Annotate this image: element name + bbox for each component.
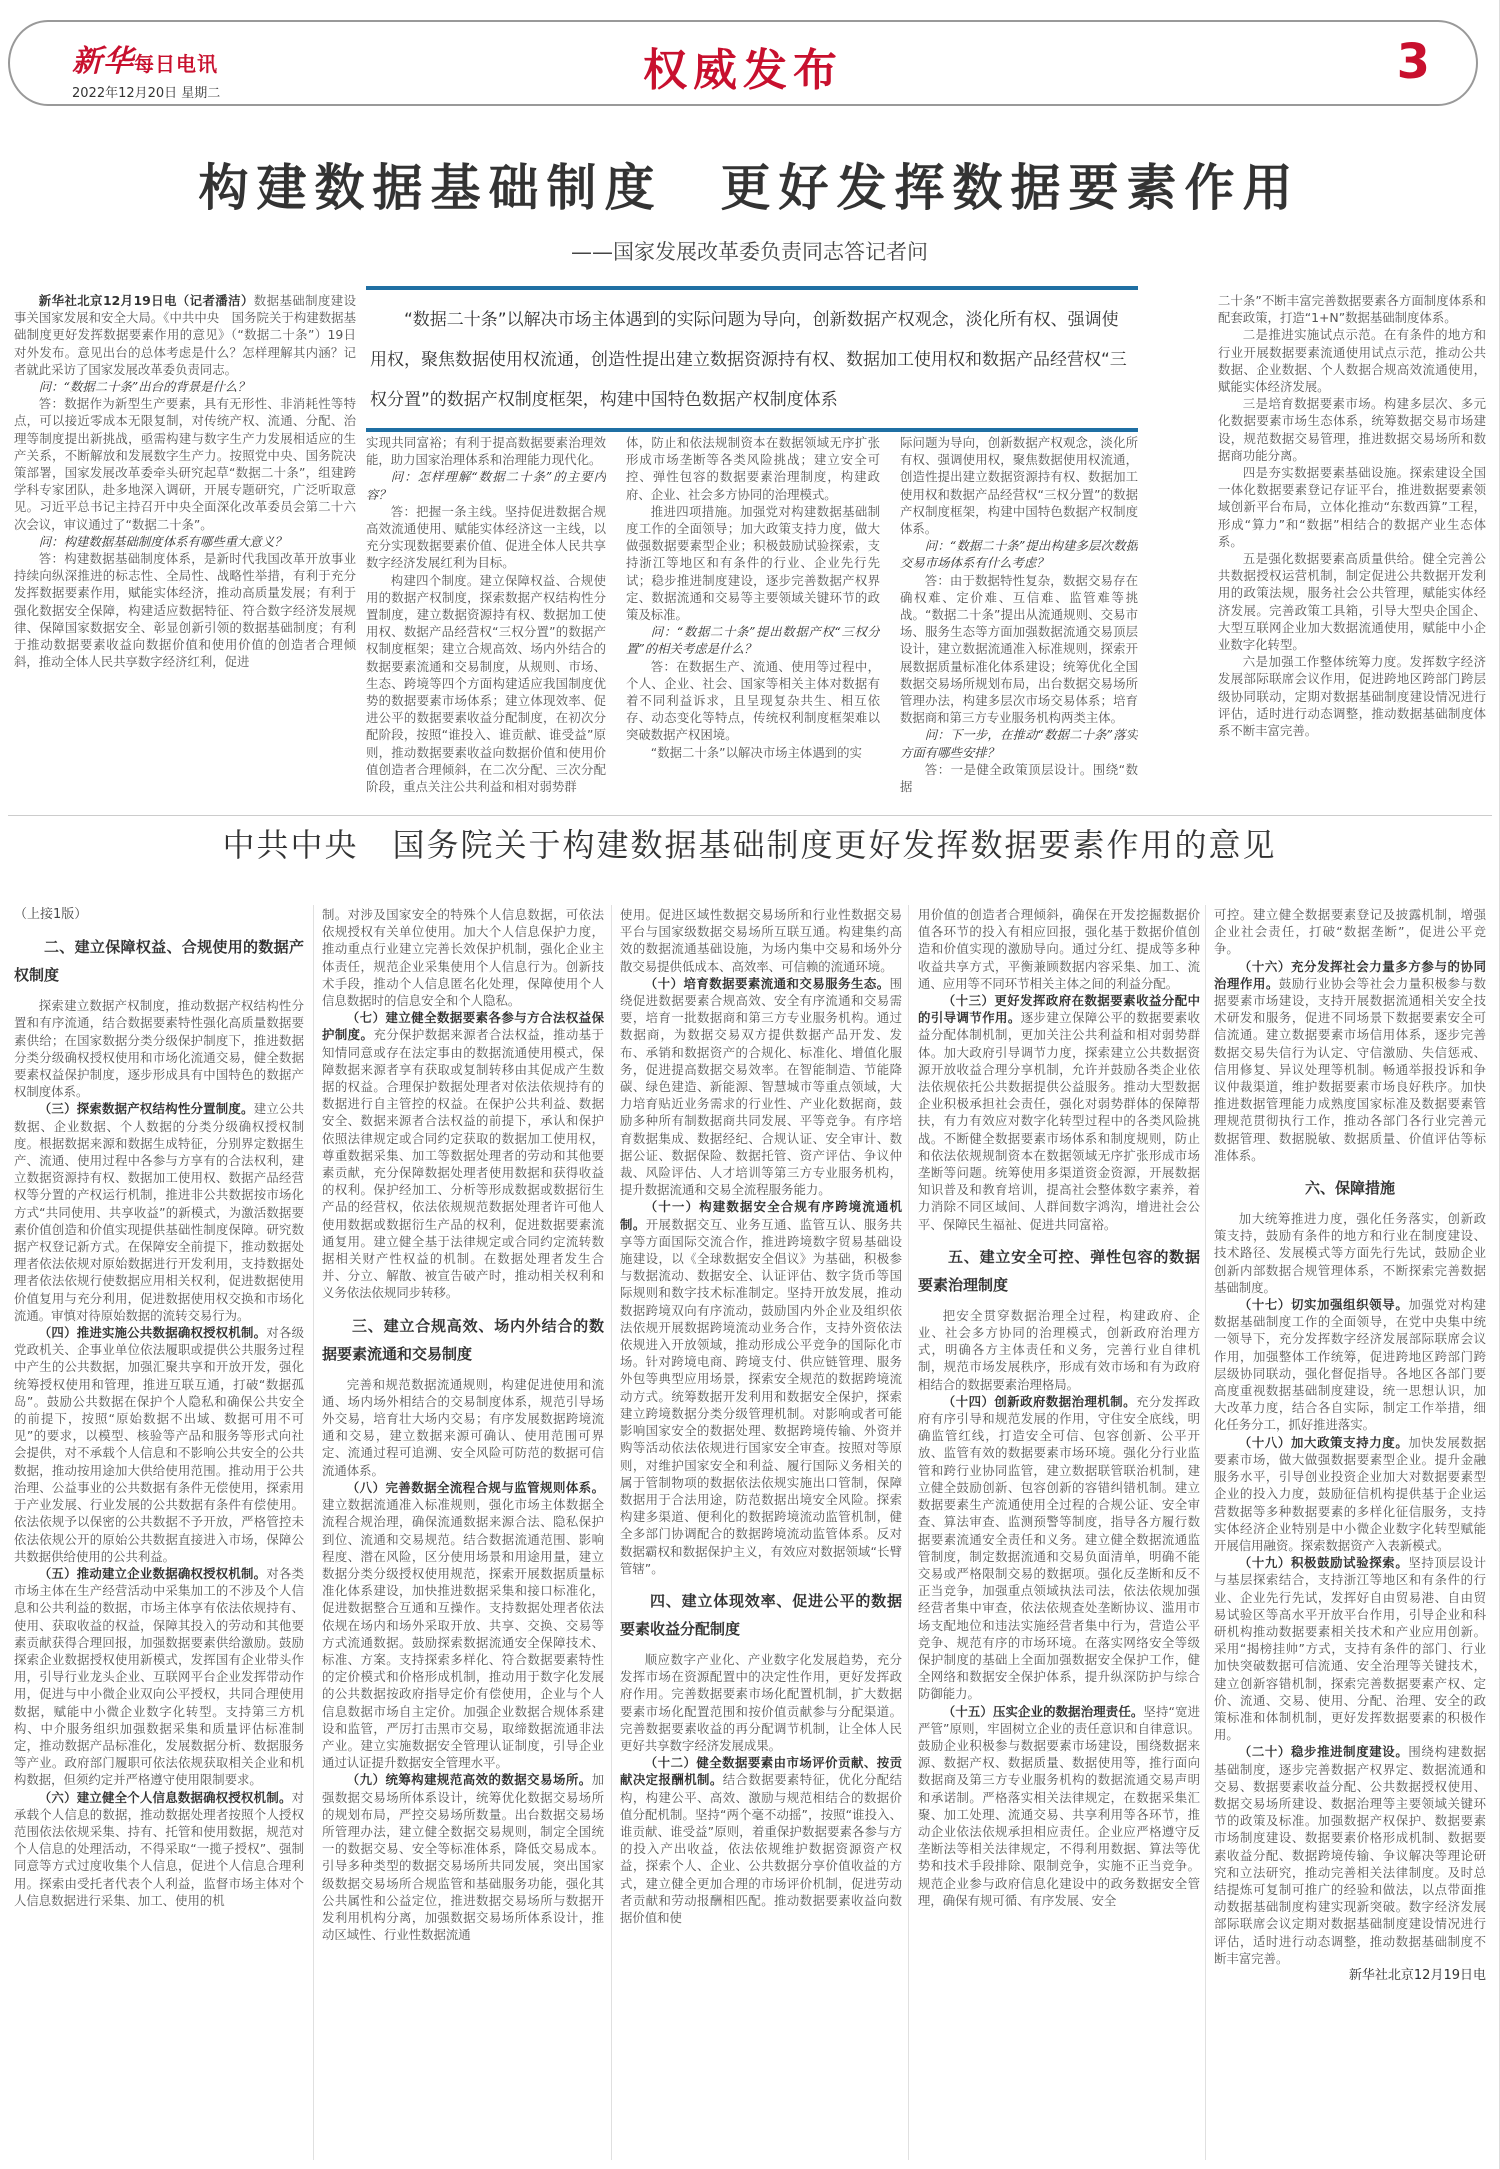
closing-dateline: 新华社北京12月19日电 bbox=[1348, 1967, 1486, 1983]
paragraph: 探索建立数据产权制度，推动数据产权结构性分置和有序流通，结合数据要素特性强化高质量数据要素供给；在国家数据分类分级保护制度下，推进数据分类分级确权授权使用和市场化流通交易，健全数据要素权益保护制度，逐步形成具有中国特色的数据产权制度体系。 bbox=[14, 998, 304, 1100]
article1-column-1 bbox=[14, 292, 356, 812]
answer: 答：由于数据特性复杂，数据交易存在确权难、定价难、互信难、监管难等挑战。“数据二十条”提出从流通规则、交易市场、服务生态等方面加强数据流通交易顶层设计，建立数据流通准入标准规则，探索开展数据质量标准化体系建设；统筹优化全国数据交易场所规划布局，出台数据交易场所管理办法，构建多层次市场交易体系；培育数据商和第三方专业服务机构两类主体。 bbox=[900, 572, 1138, 726]
section-heading: 四、建立体现效率、促进公平的数据要素收益分配制度 bbox=[620, 1591, 902, 1638]
paragraph: 际问题为导向，创新数据产权观念，淡化所有权、强调使用权，聚焦数据使用权流通，创造性提出建立数据资源持有权、数据加工使用权和数据产品经营权“三权分置”的数据产权制度框架，构建中国特色数据产权制度体系。 bbox=[900, 435, 1138, 537]
article2-column-4 bbox=[918, 906, 1200, 2164]
item-paragraph: （六）建立健全个人信息数据确权授权机制。对承载个人信息的数据，推动数据处理者按照个人授权范围依法依规采集、持有、托管和使用数据，规范对个人信息的处理活动，不得采取“一揽子授权”、强制同意等方式过度收集个人信息，促进个人信息合理利用。探索由受托者代表个人利益，监督市场主体对个人信息数据进行采集、加工、使用的机 bbox=[14, 1789, 304, 1908]
item-paragraph: （五）推动建立企业数据确权授权机制。对各类市场主体在生产经营活动中采集加工的不涉及个人信息和公共利益的数据，市场主体享有依法依规持有、使用、获取收益的权益，保障其投入的劳动和其他要素贡献获得合理回报，加强数据要素供给激励。鼓励探索企业数据授权使用新模式，发挥国有企业带头作用，引导行业龙头企业、互联网平台企业发挥带动作用，促进与中小微企业双向公平授权，共同合理使用数据，赋能中小微企业数字化转型。支持第三方机构、中介服务组织加强数据采集和质量评估标准制定，推动数据产品标准化，发展数据分析、数据服务等产业。政府部门履职可依法依规获取相关企业和机构数据，但须约定并严格遵守使用限制要求。 bbox=[14, 1565, 304, 1788]
answer: 答：构建数据基础制度体系，是新时代我国改革开放事业持续向纵深推进的标志性、全局性、战略性举措，有利于充分发挥数据要素作用，赋能实体经济，推动高质量发展；有利于强化数据安全保障，构建适应数据特征、符合数字经济发展规律、保障国家数据安全、彰显创新引领的数据基础制度；有利于推动数据要素收益向数据价值和使用价值的创造者合理倾斜，推动全体人民共享数字经济红利，促进 bbox=[14, 551, 356, 670]
question: 问：下一步，在推动“数据二十条”落实方面有哪些安排？ bbox=[900, 727, 1138, 760]
answer: 答：把握一条主线。坚持促进数据合规高效流通使用、赋能实体经济这一主线，以充分实现数据要素价值、促进全体人民共享数字经济发展红利为目标。 bbox=[366, 503, 606, 571]
item-paragraph: （八）完善数据全流程合规与监管规则体系。建立数据流通准入标准规则，强化市场主体数据全流程合规治理，确保流通数据来源合法、隐私保护到位、流通和交易规范。结合数据流通范围、影响程度、潜在风险，区分使用场景和用途用量，建立数据分类分级授权使用规范，探索开展数据质量标准化体系建设，加快推进数据采集和接口标准化，促进数据整合互通和互操作。支持数据处理者依法依规在场内和场外采取开放、共享、交换、交易等方式流通数据。鼓励探索数据流通安全保障技术、标准、方案。支持探索多样化、符合数据要素特性的定价模式和价格形成机制，推动用于数字化发展的公共数据按政府指导定价有偿使用，企业与个人信息数据市场自主定价。加强企业数据合规体系建设和监管，严厉打击黑市交易，取缔数据流通非法产业。建立实施数据安全管理认证制度，引导企业通过认证提升数据安全管理水平。 bbox=[322, 1479, 604, 1771]
item-paragraph: （三）探索数据产权结构性分置制度。建立公共数据、企业数据、个人数据的分类分级确权授权制度。根据数据来源和数据生成特征，分别界定数据生产、流通、使用过程中各参与方享有的合法权利，建立数据资源持有权、数据加工使用权、数据产品经营权等分置的产权运行机制，推进非公共数据按市场化方式“共同使用、共享收益”的新模式，为激活数据要素价值创造和价值实现提供基础性制度保障。研究数据产权登记新方式。在保障安全前提下，推动数据处理者依法依规对原始数据进行开发利用，支持数据处理者依法依规行使数据应用相关权利，促进数据使用价值复用与充分利用，促进数据使用权交换和市场化流通。审慎对待原始数据的流转交易行为。 bbox=[14, 1101, 304, 1323]
paragraph: 可控。建立健全数据要素登记及披露机制，增强企业社会责任，打破“数据垄断”，促进公平竞争。 bbox=[1214, 907, 1486, 957]
section-heading: 二、建立保障权益、合规使用的数据产权制度 bbox=[14, 938, 304, 985]
paragraph: 二十条”不断丰富完善数据要素各方面制度体系和配套政策，打造“1+N”数据基础制度体系。 bbox=[1218, 293, 1486, 326]
paragraph: 二是推进实施试点示范。在有条件的地方和行业开展数据要素流通使用试点示范，推动公共数据、企业数据、个人数据合规高效流通使用，赋能实体经济发展。 bbox=[1218, 327, 1486, 395]
article-divider bbox=[8, 815, 1492, 816]
item-paragraph: （十四）创新政府数据治理机制。充分发挥政府有序引导和规范发展的作用，守住安全底线，明确监管红线，打造安全可信、包容创新、公平开放、监管有效的数据要素市场环境。强化分行业监管和跨行业协同监管，建立数据联管联治机制，建立健全鼓励创新、包容创新的容错纠错机制。建立数据要素生产流通使用全过程的合规公证、安全审查、算法审查、监测预警等制度，指导各方履行数据要素流通安全责任和义务。建立健全数据流通监管制度，制定数据流通和交易负面清单，明确不能交易或严格限制交易的数据项。强化反垄断和反不正当竞争，加强重点领域执法司法，依法依规加强经营者集中审查，依法依规查处垄断协议、滥用市场支配地位和违法实施经营者集中行为，营造公平竞争、规范有序的市场环境。在落实网络安全等级保护制度的基础上全面加强数据安全保护工作，健全网络和数据安全保护体系，提升纵深防护与综合防御能力。 bbox=[918, 1393, 1200, 1702]
paragraph: 五是强化数据要素高质量供给。健全完善公共数据授权运营机制，制定促进公共数据开发利用的政策法规，服务社会公共管理，赋能实体经济发展。完善政策工具箱，引导大型央企国企、大型互联网企业加大数据流通使用，赋能中小企业数字化转型。 bbox=[1218, 551, 1486, 653]
paragraph: 用价值的创造者合理倾斜，确保在开发挖掘数据价值各环节的投入有相应回报，强化基于数据价值创造和价值实现的激励导向。通过分红、提成等多种收益共享方式，平衡兼顾数据内容采集、加工、流通、应用等不同环节相关主体之间的利益分配。 bbox=[918, 907, 1200, 991]
item-paragraph: （七）建立健全数据要素各参与方合法权益保护制度。充分保护数据来源者合法权益，推动基于知情同意或存在法定事由的数据流通使用模式，保障数据来源者享有获取或复制转移由其促成产生数据的权益。合理保护数据处理者对依法依规持有的数据进行自主管控的权益。在保护公共利益、数据安全、数据来源者合法权益的前提下，承认和保护依照法律规定或合同约定获取的数据加工使用权，尊重数据采集、加工等数据处理者的劳动和其他要素贡献，充分保障数据处理者使用数据和获得收益的权利。保护经加工、分析等形成数据或数据衍生产品的经营权，依法依规规范数据处理者许可他人使用数据或数据衍生产品的权利，促进数据要素流通复用。建立健全基于法律规定或合同约定流转数据相关财产性权益的机制。在数据处理者发生合并、分立、解散、被宣告破产时，推动相关权利和义务依法依规同步转移。 bbox=[322, 1010, 604, 1301]
paragraph: 三是培育数据要素市场。构建多层次、多元化数据要素市场生态体系，统筹数据交易市场建设，规范数据交易管理，推进数据交易场所和数据商功能分离。 bbox=[1218, 396, 1486, 463]
paragraph: 使用。促进区域性数据交易场所和行业性数据交易平台与国家级数据交易场所互联互通。构建集约高效的数据流通基础设施，为场内集中交易和场外分散交易提供低成本、高效率、可信赖的流通环境。 bbox=[620, 907, 902, 974]
article1-column-3 bbox=[626, 434, 880, 812]
paragraph: 顺应数字产业化、产业数字化发展趋势，充分发挥市场在资源配置中的决定性作用，更好发挥政府作用。完善数据要素市场化配置机制，扩大数据要素市场化配置范围和按价值贡献参与分配渠道。完善数据要素收益的再分配调节机制，让全体人民更好共享数字经济发展成果。 bbox=[620, 1651, 902, 1753]
paragraph: 四是夯实数据要素基础设施。探索建设全国一体化数据要素登记存证平台，推进数据要素领域创新平台布局，立体化推动“东数西算”工程，形成“算力”和“数据”相结合的数据产业生态体系。 bbox=[1218, 465, 1486, 549]
page-number: 3 bbox=[1396, 34, 1430, 90]
item-paragraph: （十一）构建数据安全合规有序跨境流通机制。开展数据交互、业务互通、监管互认、服务共享等方面国际交流合作，推进跨境数字贸易基础设施建设，以《全球数据安全倡议》为基础，积极参与数据流动、数据安全、认证评估、数字货币等国际规则和数字技术标准制定。坚持开放发展，推动数据跨境双向有序流动，鼓励国内外企业及组织依法依规开展数据跨境流动业务合作，支持外资依法依规进入开放领域，推动形成公平竞争的国际化市场。针对跨境电商、跨境支付、供应链管理、服务外包等典型应用场景，探索安全规范的数据跨境流动方式。统筹数据开发利用和数据安全保护，探索建立跨境数据分类分级管理机制。对影响或者可能影响国家安全的数据处理、数据跨境传输、外资并购等活动依法依规进行国家安全审查。按照对等原则，对维护国家安全和利益、履行国际义务相关的属于管制物项的数据依法依规实施出口管制，保障数据用于合法用途，防范数据出境安全风险。探索构建多渠道、便利化的数据跨境流动监管机制，健全多部门协调配合的数据跨境流动监管体系。反对数据霸权和数据保护主义，有效应对数据领域“长臂管辖”。 bbox=[620, 1199, 902, 1576]
question: 问：“数据二十条”出台的背景是什么？ bbox=[38, 379, 250, 395]
item-paragraph: （十六）充分发挥社会力量多方参与的协同治理作用。鼓励行业协会等社会力量积极参与数据要素市场建设，支持开展数据流通相关安全技术研发和服务，促进不同场景下数据要素安全可信流通。建立数据要素市场信用体系，逐步完善数据交易失信行为认定、守信激励、失信惩戒、信用修复、异议处理等机制。畅通举报投诉和争议仲裁渠道，维护数据要素市场良好秩序。加快推进数据管理能力成熟度国家标准及数据要素管理规范贯彻执行工作，推动各部门各行业完善元数据管理、数据脱敏、数据质量、价值评估等标准体系。 bbox=[1214, 958, 1486, 1163]
item-paragraph: （四）推进实施公共数据确权授权机制。对各级党政机关、企事业单位依法履职或提供公共服务过程中产生的公共数据，加强汇聚共享和开放开发，强化统筹授权使用和管理，推进互联互通，打破“数据孤岛”。鼓励公共数据在保护个人隐私和确保公共安全的前提下，按照“原始数据不出域、数据可用不可见”的要求，以模型、核验等产品和服务等形式向社会提供，对不承载个人信息和不影响公共安全的公共数据，推动按用途加大供给使用范围。推动用于公共治理、公益事业的公共数据有条件无偿使用，探索用于产业发展、行业发展的公共数据有条件有偿使用。依法依规予以保密的公共数据不予开放，严格管控未依法依规公开的原始公共数据直接进入市场，保障公共数据供给使用的公共利益。 bbox=[14, 1325, 304, 1564]
answer: 答：一是健全政策顶层设计。围绕“数据 bbox=[900, 761, 1138, 795]
article1-column-4 bbox=[900, 434, 1138, 812]
paragraph: 加大统筹推进力度，强化任务落实，创新政策支持，鼓励有条件的地方和行业在制度建设、技术路径、发展模式等方面先行先试，鼓励企业创新内部数据合规管理体系，不断探索完善数据基础制度。 bbox=[1214, 1211, 1486, 1295]
paragraph: 六是加强工作整体统筹力度。发挥数字经济发展部际联席会议作用，促进跨地区跨部门跨层级协同联动，定期对数据基础制度建设情况进行评估，适时进行动态调整，推动数据基础制度体系不断丰富完善。 bbox=[1218, 654, 1486, 739]
paragraph: 推进四项措施。加强党对构建数据基础制度工作的全面领导；加大政策支持力度，做大做强数据要素型企业；积极鼓励试验探索，支持浙江等地区和有条件的行业、企业先行先试；稳步推进制度建设，逐步完善数据产权界定、数据流通和交易等主要领域关键环节的政策及标准。 bbox=[626, 503, 880, 623]
question: 问：怎样理解“数据二十条”的主要内容？ bbox=[366, 469, 606, 502]
question: 问：构建数据基础制度体系有哪些重大意义？ bbox=[38, 533, 287, 549]
column-rule bbox=[1205, 905, 1206, 2160]
item-paragraph: （十二）健全数据要素由市场评价贡献、按贡献决定报酬机制。结合数据要素特征，优化分配结构，构建公平、高效、激励与规范相结合的数据价值分配机制。坚持“两个毫不动摇”，按照“谁投入、谁贡献、谁受益”原则，着重保护数据要素各参与方的投入产出收益，依法依规维护数据资源资产权益，探索个人、企业、公共数据分享价值收益的方式，建立健全更加合理的市场评价机制，促进劳动者贡献和劳动报酬相匹配。推动数据要素收益向数据价值和使 bbox=[620, 1755, 902, 1925]
item-paragraph: （二十）稳步推进制度建设。围绕构建数据基础制度，逐步完善数据产权界定、数据流通和交易、数据要素收益分配、公共数据授权使用、数据交易场所建设、数据治理等主要领域关键环节的政策及标准。加强数据产权保护、数据要素市场制度建设、数据要素价格形成机制、数据要素收益分配、数据跨境传输、争议解决等理论研究和立法研究，推动完善相关法律制度。及时总结提炼可复制可推广的经验和做法，以点带面推动数据基础制度构建实现新突破。数字经济发展部际联席会议定期对数据基础制度建设情况进行评估，适时进行动态调整，推动数据基础制度不断丰富完善。 bbox=[1214, 1744, 1486, 1966]
article1-column-2 bbox=[366, 434, 606, 812]
article1-intro: 新华社北京12月19日电（记者潘洁）数据基础制度建设事关国家发展和安全大局。《中共中央 国务院关于构建数据基础制度更好发挥数据要素作用的意见》（“数据二十条”）19日对外发布。意见出台的总体考虑是什么？怎样理解其内涵？记者就此采访了国家发展改革委负责同志。 bbox=[14, 293, 356, 377]
paragraph: “数据二十条”以解决市场主体遇到的实 bbox=[650, 744, 862, 760]
paragraph: 体，防止和依法规制资本在数据领域无序扩张形成市场垄断等各类风险挑战；建立安全可控、弹性包容的数据要素治理制度，构建政府、企业、社会多方协同的治理模式。 bbox=[626, 435, 880, 502]
article1-headline: 构建数据基础制度 更好发挥数据要素作用 bbox=[198, 158, 1301, 217]
issue-date: 2022年12月20日 星期二 bbox=[72, 86, 221, 101]
article2-column-1 bbox=[14, 906, 304, 2164]
article1-subheadline: ——国家发展改革委负责同志答记者问 bbox=[571, 240, 928, 264]
item-paragraph: （十八）加大政策支持力度。加快发展数据要素市场，做大做强数据要素型企业。提升金融服务水平，引导创业投资企业加大对数据要素型企业的投入力度，鼓励征信机构提供基于企业运营数据等多种数据要素的多样化征信服务，支持实体经济企业特别是中小微企业数字化转型赋能开展信用融资。探索数据资产入表新模式。 bbox=[1214, 1434, 1486, 1553]
question: 问：“数据二十条”提出数据产权“三权分置”的相关考虑是什么？ bbox=[626, 624, 880, 657]
section-title: 权威发布 bbox=[643, 45, 843, 96]
article2-column-5 bbox=[1214, 906, 1486, 2164]
item-paragraph: （十七）切实加强组织领导。加强党对构建数据基础制度工作的全面领导，在党中央集中统一领导下，充分发挥数字经济发展部际联席会议作用，加强整体工作统筹，促进跨地区跨部门跨层级协同联动，强化督促指导。各地区各部门要高度重视数据基础制度建设，统一思想认识，加大改革力度，结合各自实际，制定工作举措，细化任务分工，抓好推进落实。 bbox=[1214, 1297, 1486, 1433]
answer: 答：数据作为新型生产要素，具有无形性、非消耗性等特点，可以接近零成本无限复制，对传统产权、流通、分配、治理等制度提出新挑战，亟需构建与数字生产力发展相适应的生产关系，不断解放和发展数字生产力。按照党中央、国务院决策部署，国家发展改革委牵头研究起草“数据二十条”，组建跨学科专家团队，赴多地深入调研，开展专题研究，广泛听取意见。习近平总书记主持召开中央全面深化改革委员会第二十六次会议，审议通过了“数据二十条”。 bbox=[14, 396, 356, 532]
section-heading: 三、建立合规高效、场内外结合的数据要素流通和交易制度 bbox=[322, 1316, 604, 1363]
item-paragraph: （十）培育数据要素流通和交易服务生态。围绕促进数据要素合规高效、安全有序流通和交易需要，培育一批数据商和第三方专业服务机构。通过数据商，为数据交易双方提供数据产品开发、发布、承销和数据资产的合规化、标准化、增值化服务，促进提高数据交易效率。在智能制造、节能降碳、绿色建造、新能源、智慧城市等重点领域，大力培育贴近业务需求的行业性、产业化数据商，鼓励多种所有制数据商共同发展、平等竞争。有序培育数据集成、数据经纪、合规认证、安全审计、数据公证、数据保险、数据托管、资产评估、争议仲裁、风险评估、人才培训等第三方专业服务机构，提升数据流通和交易全流程服务能力。 bbox=[620, 975, 902, 1198]
question: 问：“数据二十条”提出构建多层次数据交易市场体系有什么考虑？ bbox=[900, 538, 1138, 571]
column-rule bbox=[908, 905, 909, 2160]
brand-suffix: 每日电讯 bbox=[134, 52, 218, 76]
item-paragraph: （十三）更好发挥政府在数据要素收益分配中的引导调节作用。逐步建立保障公平的数据要素收益分配体制机制，更加关注公共利益和相对弱势群体。加大政府引导调节力度，探索建立公共数据资源开放收益合理分享机制，允许并鼓励各类企业依法依规依托公共数据提供公益服务。推动大型数据企业积极承担社会责任，强化对弱势群体的保障帮扶，有力有效应对数字化转型过程中的各类风险挑战。不断健全数据要素市场体系和制度规则，防止和依法依规规制资本在数据领域无序扩张形成市场垄断等问题。统筹使用多渠道资金资源，开展数据知识普及和教育培训，提高社会整体数字素养，着力消除不同区域间、人群间数字鸿沟，增进社会公平、保障民生福祉、促进共同富裕。 bbox=[918, 993, 1200, 1232]
paragraph: 制。对涉及国家安全的特殊个人信息数据，可依法依规授权有关单位使用。加大个人信息保护力度，推动重点行业建立完善长效保护机制，强化企业主体责任，规范企业采集使用个人信息行为。创新技术手段，推动个人信息匿名化处理，保障使用个人信息数据时的信息安全和个人隐私。 bbox=[322, 907, 604, 1009]
section-heading: 五、建立安全可控、弹性包容的数据要素治理制度 bbox=[918, 1247, 1200, 1294]
paragraph: 把安全贯穿数据治理全过程，构建政府、企业、社会多方协同的治理模式，创新政府治理方式，明确各方主体责任和义务，完善行业自律机制，规范市场发展秩序，形成有效市场和有为政府相结合的数据要素治理格局。 bbox=[918, 1307, 1200, 1392]
paragraph: 完善和规范数据流通规则，构建促进使用和流通、场内场外相结合的交易制度体系，规范引导场外交易，培育壮大场内交易；有序发展数据跨境流通和交易，建立数据来源可确认、使用范围可界定、流通过程可追溯、安全风险可防范的数据可信流通体系。 bbox=[322, 1376, 604, 1478]
article2-title: 中共中央 国务院关于构建数据基础制度更好发挥数据要素作用的意见 bbox=[222, 826, 1277, 864]
article1-column-5 bbox=[1218, 292, 1486, 812]
paragraph: 实现共同富裕；有利于提高数据要素治理效能，助力国家治理体系和治理能力现代化。 bbox=[366, 435, 606, 468]
column-rule bbox=[313, 905, 314, 2160]
article2-column-3 bbox=[620, 906, 902, 2164]
dateline-lead: 新华社北京12月19日电（记者潘洁） bbox=[38, 293, 254, 308]
brand-name: 新华 bbox=[72, 44, 134, 79]
column-rule bbox=[611, 905, 612, 2160]
answer: 答：在数据生产、流通、使用等过程中，个人、企业、社会、国家等相关主体对数据有着不同利益诉求，且呈现复杂共生、相互依存、动态变化等特点，传统权利制度框架难以突破数据产权困境。 bbox=[626, 658, 880, 743]
pull-quote bbox=[366, 286, 1138, 432]
item-paragraph: （九）统筹构建规范高效的数据交易场所。加强数据交易场所体系设计，统筹优化数据交易场所的规划布局，严控交易场所数量。出台数据交易场所管理办法，建立健全数据交易规则，制定全国统一的数据交易、安全等标准体系，降低交易成本。引导多种类型的数据交易场所共同发展，突出国家级数据交易场所合规监管和基础服务功能，强化其公共属性和公益定位，推进数据交易场所与数据开发利用机构分离，加强数据交易场所体系设计，推动区域性、行业性数据流通 bbox=[322, 1772, 604, 1943]
article2-column-2 bbox=[322, 906, 604, 2164]
continued-from-label: （上接1版） bbox=[14, 907, 88, 922]
item-paragraph: （十五）压实企业的数据治理责任。坚持“宽进严管”原则，牢固树立企业的责任意识和自律意识。鼓励企业积极参与数据要素市场建设，围绕数据来源、数据产权、数据质量、数据使用等，推行面向数据商及第三方专业服务机构的数据流通交易声明和承诺制。严格落实相关法律规定，在数据采集汇聚、加工处理、流通交易、共享利用等各环节，推动企业依法依规承担相应责任。企业应严格遵守反垄断法等相关法律规定，不得利用数据、算法等优势和技术手段排除、限制竞争，实施不正当竞争。规范企业参与政府信息化建设中的政务数据安全管理，确保有规可循、有序发展、安全 bbox=[918, 1703, 1200, 1908]
pull-quote-text: “数据二十条”以解决市场主体遇到的实际问题为导向，创新数据产权观念，淡化所有权、强调使用权，聚焦数据使用权流通，创造性提出建立数据资源持有权、数据加工使用权和数据产品经营权“三权分置”的数据产权制度框架，构建中国特色数据产权制度体系 bbox=[370, 310, 1127, 410]
masthead bbox=[8, 20, 1478, 106]
item-paragraph: （十九）积极鼓励试验探索。坚持顶层设计与基层探索结合，支持浙江等地区和有条件的行业、企业先行先试，发挥好自由贸易港、自由贸易试验区等高水平开放平台作用，引导企业和科研机构推动数据要素相关技术和产业应用创新。采用“揭榜挂帅”方式，支持有条件的部门、行业加快突破数据可信流通、安全治理等关键技术，建立创新容错机制，探索完善数据要素产权、定价、流通、交易、使用、分配、治理、安全的政策标准和体制机制，更好发挥数据要素的积极作用。 bbox=[1214, 1555, 1486, 1743]
paragraph: 构建四个制度。建立保障权益、合规使用的数据产权制度，探索数据产权结构性分置制度，建立数据资源持有权、数据加工使用权、数据产品经营权“三权分置”的数据产权制度框架；建立合规高效、场内外结合的数据要素流通和交易制度，从规则、市场、生态、跨境等四个方面构建适应我国制度优势的数据要素市场体系；建立体现效率、促进公平的数据要素收益分配制度，在初次分配阶段，按照“谁投入、谁贡献、谁受益”原则，推动数据要素收益向数据价值和使用价值创造者合理倾斜，在二次分配、三次分配阶段，重点关注公共利益和相对弱势群 bbox=[366, 572, 606, 795]
section-heading: 六、保障措施 bbox=[1304, 1179, 1395, 1198]
